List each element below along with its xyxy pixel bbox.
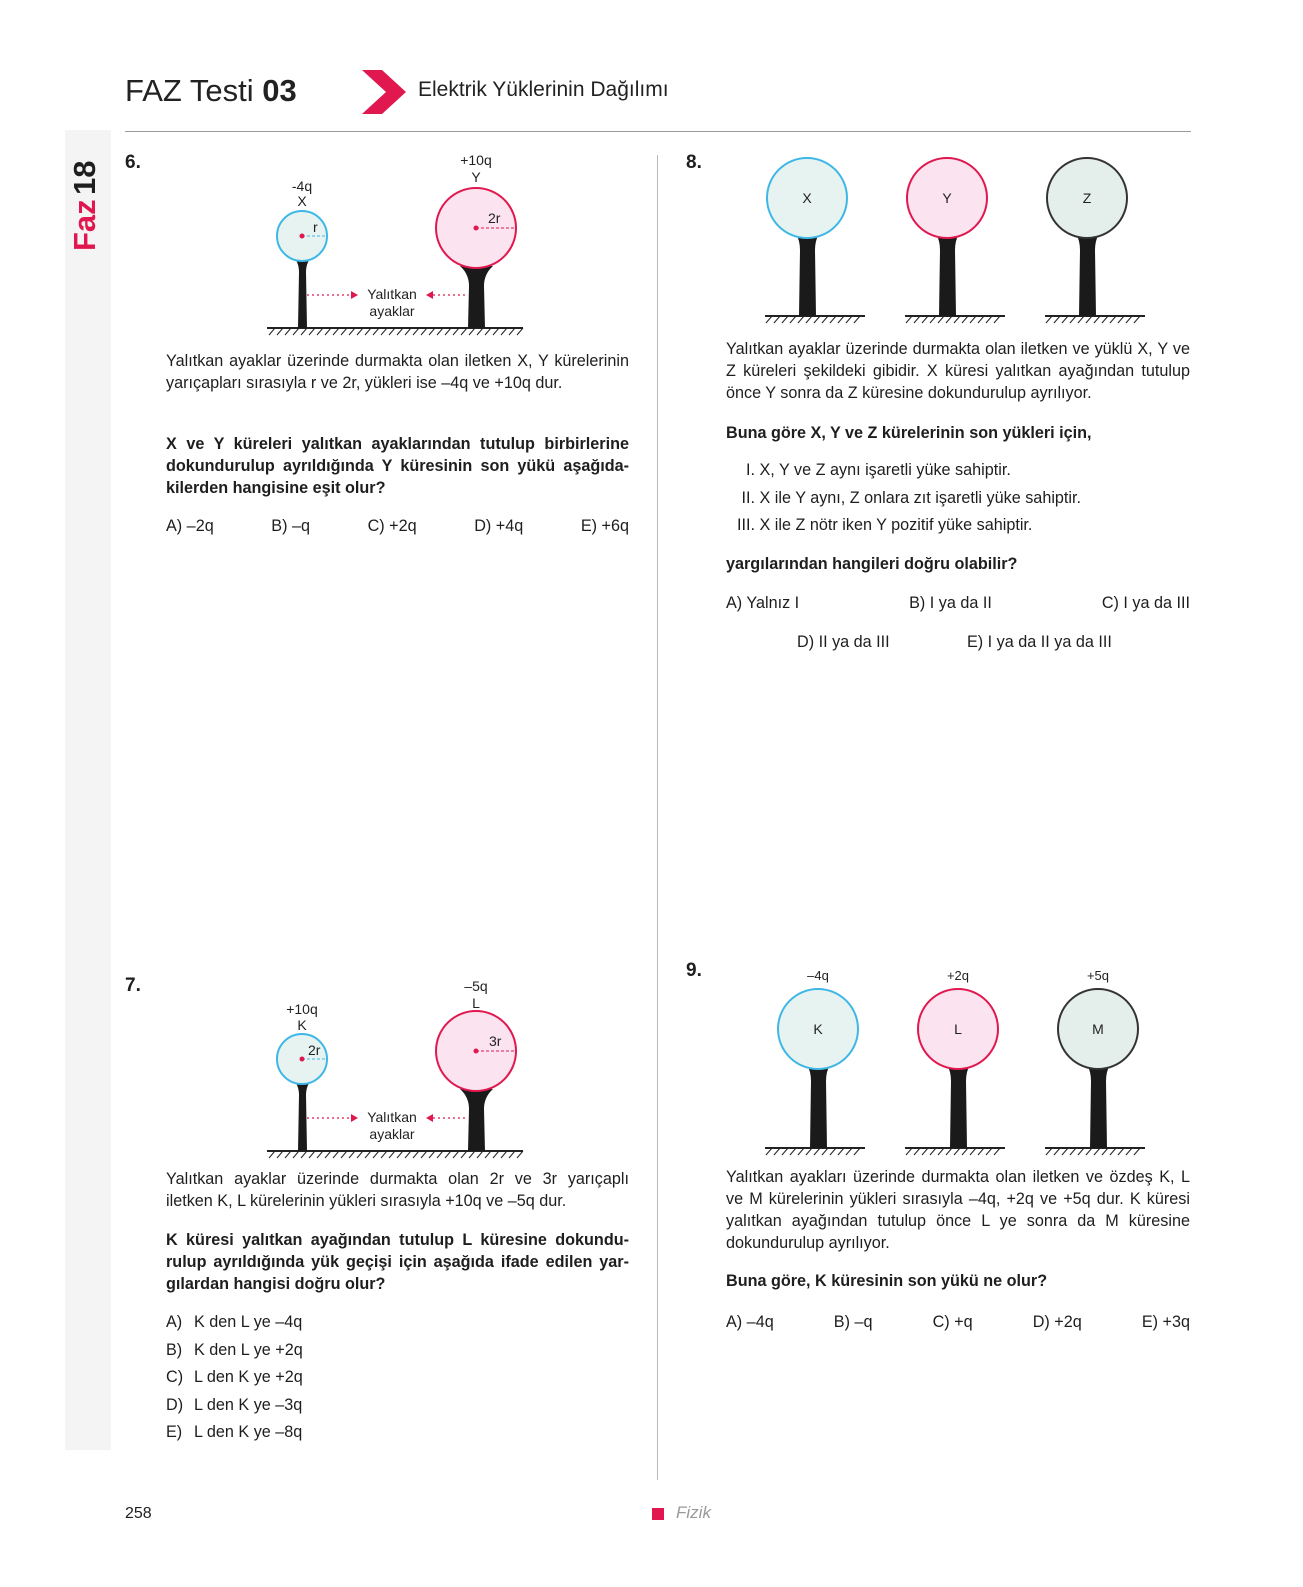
q8-statement-3: III. X ile Z nötr iken Y pozitif yüke sahiptir.	[737, 516, 1033, 534]
q7-figure	[255, 973, 535, 1163]
q9-options	[726, 1313, 1190, 1332]
q6-option-d[interactable]: D) +4q	[474, 517, 524, 535]
test-subtitle: Elektrik Yüklerinin Dağılımı	[418, 78, 669, 101]
side-badge-brand: Faz	[67, 199, 102, 251]
q6-option-a[interactable]: A) –2q	[166, 517, 214, 535]
q6-x-radius: r	[313, 219, 318, 235]
test-title-prefix: FAZ Testi	[125, 73, 254, 108]
q7-pointer-arrow-left	[351, 1114, 358, 1122]
q9-m-charge: +5q	[1086, 968, 1110, 983]
q6-ground-hatch	[269, 328, 523, 335]
subject-label: Fizik	[676, 1503, 711, 1522]
q7-k-label: K	[297, 1017, 307, 1033]
q9-option-e[interactable]: E) +3q	[1141, 1313, 1190, 1331]
q7-stand-l	[460, 1089, 493, 1151]
q7-stand-label-1: Yalıtkan	[367, 1109, 417, 1125]
q6-pointer-arrow-left	[351, 291, 358, 299]
q8-option-e[interactable]: E) I ya da II ya da III	[967, 633, 1112, 651]
q6-stand-y	[460, 266, 493, 328]
q7-options	[166, 1313, 466, 1451]
q6-figure	[255, 150, 535, 340]
q6-option-e[interactable]: E) +6q	[580, 517, 629, 535]
q8-closing: yargılarından hangileri doğru olabilir?	[726, 555, 1018, 573]
q8-statements	[735, 461, 1081, 544]
q8-option-a[interactable]: A) Yalnız I	[726, 594, 800, 612]
q8-z-label: Z	[1082, 190, 1092, 206]
q6-option-b[interactable]: B) –q	[271, 517, 310, 535]
q7-question: K küresi yalıtkan ayağından tutulup L küresine dokundurulup ayrıldığında yük geçişi için aşağıda ifade edilen yargılardan hangisi doğru olur?	[166, 1231, 629, 1293]
test-title	[125, 73, 297, 109]
q6-stand-x	[292, 255, 313, 328]
q8-question: Buna göre X, Y ve Z kürelerinin son yükleri için,	[726, 424, 1092, 442]
q9-option-a[interactable]: A) –4q	[726, 1313, 774, 1331]
q8-options-row-1	[726, 594, 1190, 613]
q6-x-charge: -4q	[291, 178, 313, 194]
q9-option-b[interactable]: B) –q	[833, 1313, 873, 1331]
q8-number: 8.	[686, 152, 702, 173]
q6-option-c[interactable]: C) +2q	[367, 517, 417, 535]
side-badge-number: 18	[67, 160, 102, 195]
q7-k-radius: 2r	[308, 1042, 321, 1058]
q9-text: Yalıtkan ayakları üzerinde durmakta olan iletken ve özdeş K, L ve M kürelerinin yükleri sırasıyla –4q, +2q ve +5q dur. K küresi yalıtkan ayağından tutulup önce L ye sonra da M küresine dokundurulup ayrılıyor.	[726, 1168, 1190, 1252]
test-number: 03	[262, 73, 297, 108]
q7-option-c[interactable]: C) L den K ye +2q	[166, 1368, 303, 1386]
q6-stand-label-2: ayaklar	[369, 303, 415, 319]
q6-y-charge: +10q	[460, 152, 492, 168]
q6-stand-label-1: Yalıtkan	[367, 286, 417, 302]
q7-l-label: L	[472, 995, 480, 1011]
q9-option-d[interactable]: D) +2q	[1032, 1313, 1082, 1331]
header-rule	[125, 131, 1191, 132]
side-badge	[61, 145, 111, 255]
q7-option-d[interactable]: D) L den K ye –3q	[166, 1395, 303, 1414]
q7-stand-k	[292, 1078, 313, 1151]
column-divider	[657, 155, 658, 1480]
q7-stand-label-2: ayaklar	[369, 1126, 415, 1142]
q6-number: 6.	[125, 152, 141, 173]
q6-y-radius: 2r	[488, 210, 501, 226]
q7-l-radius: 3r	[489, 1033, 502, 1049]
q7-k-charge: +10q	[286, 1001, 318, 1017]
q8-text: Yalıtkan ayaklar üzerinde durmakta olan iletken ve yüklü X, Y ve Z küreleri şekildeki gibidir. X küresi yalıtkan ayağından tutulup önce Y sonra da Z küresine dokundurulup ayrılıyor.	[726, 340, 1190, 402]
q8-option-c[interactable]: C) I ya da III	[1101, 594, 1190, 612]
q9-option-c[interactable]: C) +q	[932, 1313, 973, 1331]
q7-option-b[interactable]: B) K den L ye +2q	[166, 1340, 303, 1359]
q7-option-a[interactable]: A) K den L ye –4q	[166, 1313, 303, 1331]
q7-l-charge: –5q	[464, 978, 488, 994]
chevron-right-icon	[362, 70, 408, 114]
q9-l-label: L	[954, 1021, 962, 1037]
side-strip	[65, 130, 111, 1450]
q6-y-label: Y	[471, 169, 481, 185]
q6-x-label: X	[297, 193, 307, 209]
q9-k-label: K	[813, 1021, 823, 1037]
q8-grounds	[765, 316, 1145, 323]
q9-question: Buna göre, K küresinin son yükü ne olur?	[726, 1272, 1048, 1290]
q6-pointer-arrow-right	[426, 291, 433, 299]
q8-figure	[760, 150, 1160, 330]
q7-ground-hatch	[269, 1151, 523, 1158]
q6-question: X ve Y küreleri yalıtkan ayaklarından tutulup birbirlerine dokundurulup ayrıldığında Y küresinin son yükü aşağıdakilerden hangisine eşit olur?	[166, 435, 629, 497]
q8-x-label: X	[802, 190, 812, 206]
q7-option-e[interactable]: E) L den K ye –8q	[166, 1423, 303, 1441]
q9-l-charge: +2q	[946, 968, 970, 983]
q7-number: 7.	[125, 975, 141, 996]
q7-pointer-arrow-right	[426, 1114, 433, 1122]
subject-square-icon	[652, 1508, 664, 1520]
q9-m-label: M	[1092, 1021, 1104, 1037]
q8-option-b[interactable]: B) I ya da II	[909, 594, 992, 612]
q8-option-d[interactable]: D) II ya da III	[797, 633, 890, 651]
q6-options	[166, 517, 629, 536]
q7-text: Yalıtkan ayaklar üzerinde durmakta olan 2r ve 3r yarıçaplı iletken K, L kürelerinin yükleri sırasıyla +10q ve –5q dur.	[166, 1170, 629, 1210]
page-number: 258	[125, 1505, 152, 1522]
q9-figure	[760, 963, 1160, 1163]
q8-statement-2: II. X ile Y aynı, Z onlara zıt işaretli yüke sahiptir.	[741, 488, 1082, 507]
q9-number: 9.	[686, 960, 702, 981]
q9-grounds	[765, 1148, 1145, 1155]
q6-text: Yalıtkan ayaklar üzerinde durmakta olan iletken X, Y kürelerinin yarıçapları sırasıyla r ve 2r, yükleri ise –4q ve +10q dur.	[166, 352, 629, 392]
q9-k-charge: –4q	[807, 968, 829, 983]
q8-statement-1: I. X, Y ve Z aynı işaretli yüke sahiptir.	[746, 461, 1011, 479]
q8-y-label: Y	[942, 190, 952, 206]
